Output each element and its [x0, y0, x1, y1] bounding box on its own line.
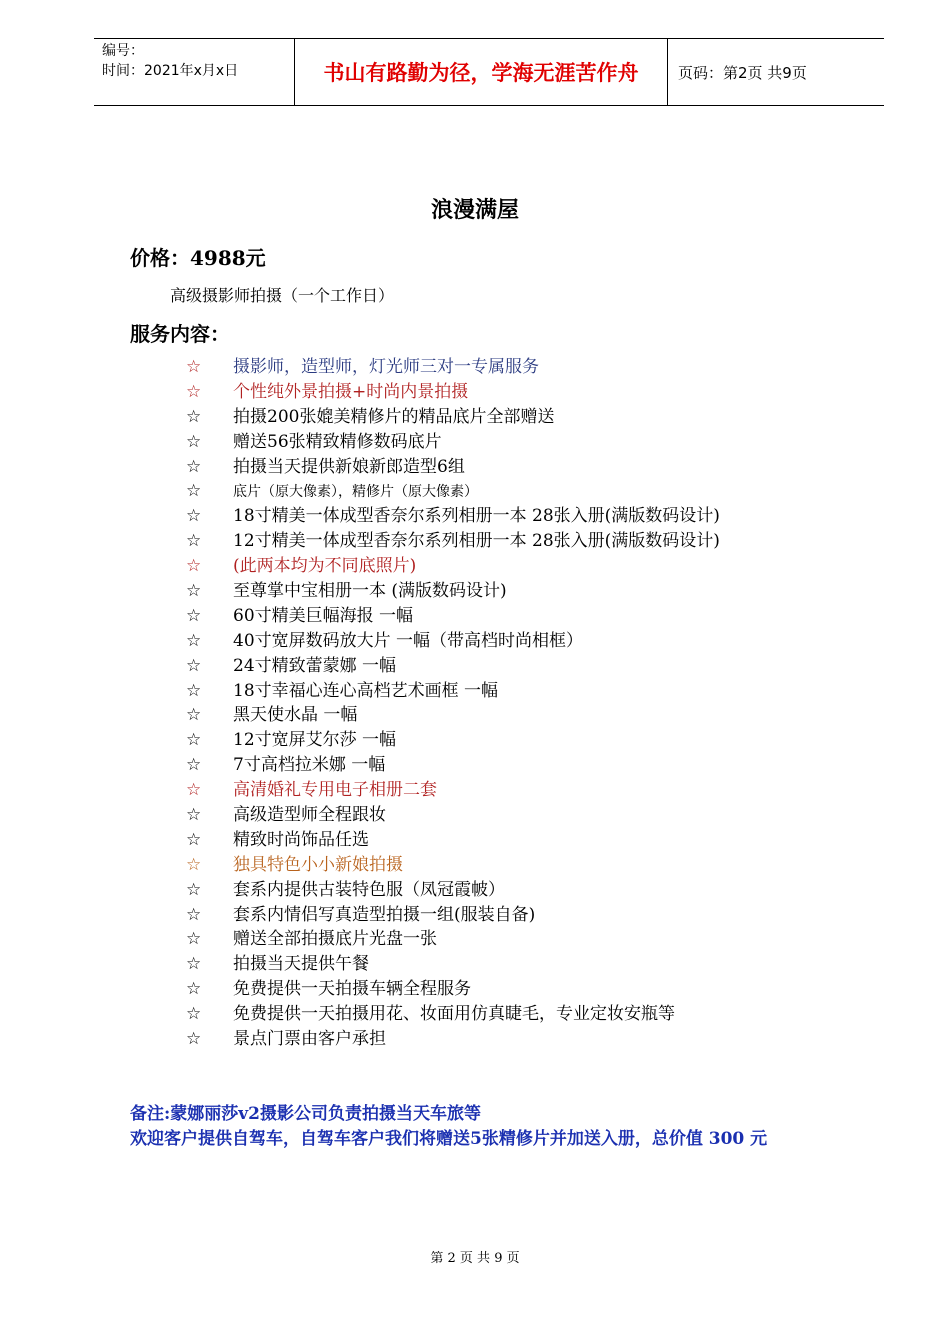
service-item [186, 654, 720, 679]
star-icon: ☆ [186, 854, 202, 875]
service-item-text: 12寸精美一体成型香奈尔系列相册一本 28张入册(满版数码设计) [233, 531, 720, 552]
document-title: 浪漫满屋 [430, 198, 519, 223]
service-heading: 服务内容： [130, 322, 230, 346]
notes [130, 1102, 767, 1152]
service-item [186, 455, 720, 480]
star-icon: ☆ [186, 456, 202, 477]
service-item [186, 1027, 720, 1052]
service-item-text: 18寸幸福心连心高档艺术画框 一幅 [233, 680, 499, 701]
service-item [186, 629, 720, 654]
star-icon: ☆ [186, 506, 202, 527]
service-item-text: 景点门票由客户承担 [233, 1029, 386, 1050]
service-item [186, 554, 720, 579]
service-item [186, 753, 720, 778]
service-item [186, 977, 720, 1002]
time-label: 时间：2021年x月x日 [102, 63, 239, 79]
service-item-text: 拍摄当天提供新娘新郎造型6组 [233, 456, 465, 477]
star-icon: ☆ [186, 829, 202, 850]
star-icon: ☆ [186, 954, 202, 975]
star-icon: ☆ [186, 879, 202, 900]
service-item [186, 405, 720, 430]
service-item-text: 高级造型师全程跟妆 [233, 805, 386, 826]
service-item [186, 952, 720, 977]
service-item-text: 高清婚礼专用电子相册二套 [233, 780, 437, 801]
star-icon: ☆ [186, 1004, 202, 1025]
service-item-text: 拍摄当天提供午餐 [233, 954, 369, 975]
star-icon: ☆ [186, 979, 202, 1000]
service-item [186, 504, 720, 529]
star-icon: ☆ [186, 929, 202, 950]
service-item [186, 927, 720, 952]
service-item-text: 赠送全部拍摄底片光盘一张 [233, 929, 437, 950]
star-icon: ☆ [186, 581, 202, 602]
page-header [94, 38, 884, 106]
service-item-text: 个性纯外景拍摄+时尚内景拍摄 [233, 381, 469, 402]
service-item-text: 底片（原大像素），精修片（原大像素） [233, 484, 478, 501]
star-icon: ☆ [186, 381, 202, 402]
service-item [186, 380, 720, 405]
service-item-text: 12寸宽屏艾尔莎 一幅 [233, 730, 397, 751]
service-item-text: 独具特色小小新娘拍摄 [233, 854, 403, 875]
service-item [186, 529, 720, 554]
service-item-text: 40寸宽屏数码放大片 一幅（带高档时尚相框） [233, 630, 584, 651]
service-item-text: 至尊掌中宝相册一本 (满版数码设计) [233, 581, 507, 602]
service-item-text: 免费提供一天拍摄用花、妆面用仿真睫毛，专业定妆安瓶等 [233, 1004, 675, 1025]
service-item [186, 778, 720, 803]
star-icon: ☆ [186, 556, 202, 577]
service-item-text: 7寸高档拉米娜 一幅 [233, 755, 386, 776]
star-icon: ☆ [186, 431, 202, 452]
service-item-text: 黑天使水晶 一幅 [233, 705, 358, 726]
service-item [186, 828, 720, 853]
star-icon: ☆ [186, 630, 202, 651]
service-item [186, 430, 720, 455]
service-item-text: 精致时尚饰品任选 [233, 829, 369, 850]
star-icon: ☆ [186, 406, 202, 427]
service-item [186, 604, 720, 629]
service-item [186, 703, 720, 728]
service-item [186, 853, 720, 878]
service-item-text: 免费提供一天拍摄车辆全程服务 [233, 979, 471, 1000]
motto: 书山有路勤为径，学海无涯苦作舟 [295, 39, 668, 105]
service-item-text: 套系内情侣写真造型拍摄一组(服装自备) [233, 904, 536, 925]
star-icon: ☆ [186, 605, 202, 626]
price-line: 价格：4988元 [130, 246, 266, 270]
service-item-text: 18寸精美一体成型香奈尔系列相册一本 28张入册(满版数码设计) [233, 506, 720, 527]
service-item [186, 1002, 720, 1027]
page-footer: 第 2 页 共 9 页 [430, 1251, 520, 1266]
service-item [186, 803, 720, 828]
star-icon: ☆ [186, 705, 202, 726]
star-icon: ☆ [186, 481, 202, 502]
service-item-text: (此两本均为不同底照片) [233, 556, 417, 577]
shoot-description: 高级摄影师拍摄（一个工作日） [170, 286, 395, 305]
service-item [186, 355, 720, 380]
header-info-cell [94, 39, 295, 105]
note-line-1: 备注:蒙娜丽莎v2摄影公司负责拍摄当天车旅等 [130, 1104, 481, 1124]
service-item-text: 套系内提供古装特色服（凤冠霞帔） [233, 879, 505, 900]
service-item [186, 679, 720, 704]
service-item [186, 728, 720, 753]
star-icon: ☆ [186, 730, 202, 751]
star-icon: ☆ [186, 655, 202, 676]
star-icon: ☆ [186, 1029, 202, 1050]
star-icon: ☆ [186, 904, 202, 925]
star-icon: ☆ [186, 755, 202, 776]
star-icon: ☆ [186, 680, 202, 701]
service-item-text: 赠送56张精致精修数码底片 [233, 431, 442, 452]
star-icon: ☆ [186, 531, 202, 552]
star-icon: ☆ [186, 357, 202, 377]
service-item [186, 878, 720, 903]
service-item [186, 479, 720, 504]
star-icon: ☆ [186, 805, 202, 826]
star-icon: ☆ [186, 780, 202, 801]
service-item-text: 24寸精致蕾蒙娜 一幅 [233, 655, 397, 676]
note-line-2: 欢迎客户提供自驾车，自驾车客户我们将赠送5张精修片并加送入册，总价值 300 元 [130, 1129, 768, 1149]
number-label: 编号： [102, 43, 144, 59]
service-item [186, 579, 720, 604]
service-item-text: 60寸精美巨幅海报 一幅 [233, 605, 414, 626]
page-label: 页码：第2页 共9页 [678, 63, 807, 82]
service-list [186, 355, 720, 1052]
service-item-text: 摄影师，造型师，灯光师三对一专属服务 [233, 357, 539, 377]
service-item-text: 拍摄200张媲美精修片的精品底片全部赠送 [233, 406, 555, 427]
service-item [186, 903, 720, 928]
